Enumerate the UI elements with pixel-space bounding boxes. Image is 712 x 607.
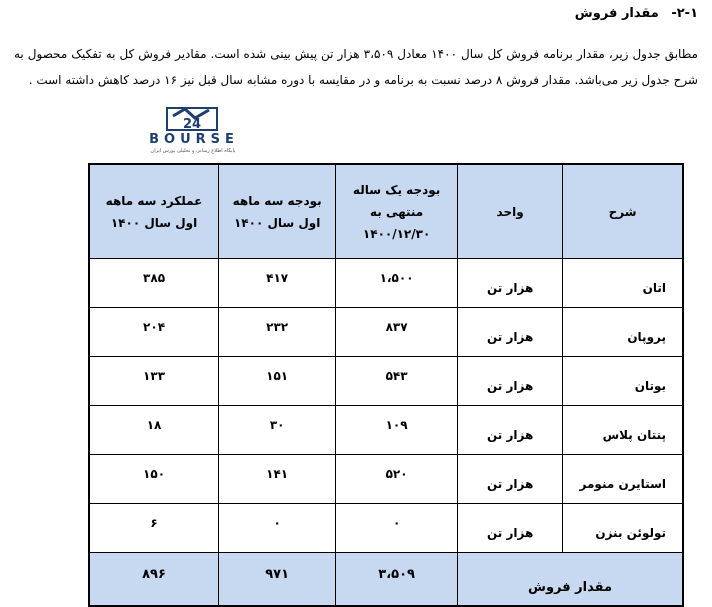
logo-word: BOURSE	[149, 132, 239, 147]
row-budget: ۲۳۲	[219, 308, 336, 357]
row-annual: ۵۲۰	[336, 455, 458, 504]
header-quarter-budget	[219, 164, 336, 259]
total-annual: ۳،۵۰۹	[336, 553, 458, 607]
bourse-logo	[127, 104, 257, 156]
row-unit: هزار تن	[458, 406, 563, 455]
section-title: مقدار فروش	[574, 6, 659, 21]
table-row	[89, 357, 683, 406]
header-desc: شرح	[563, 164, 683, 259]
row-actual: ۱۵۰	[89, 455, 219, 504]
header-annual-line-1: بودجه یک ساله	[352, 182, 441, 197]
header-actual-line-2: اول سال ۱۴۰۰	[110, 215, 198, 230]
row-desc: استایرن منومر	[563, 455, 683, 504]
row-desc: پنتان پلاس	[563, 406, 683, 455]
row-budget: ۴۱۷	[219, 259, 336, 308]
row-budget: ۱۴۱	[219, 455, 336, 504]
row-budget: ۱۵۱	[219, 357, 336, 406]
header-annual-budget	[336, 164, 458, 259]
row-desc: بوتان	[563, 357, 683, 406]
header-actual-line-1: عملکرد سه ماهه	[105, 193, 203, 208]
total-budget: ۹۷۱	[219, 553, 336, 607]
row-unit: هزار تن	[458, 455, 563, 504]
row-desc: اتان	[563, 259, 683, 308]
table-row	[89, 455, 683, 504]
total-label: مقدار فروش	[458, 553, 684, 607]
table-header-row	[89, 164, 683, 259]
row-actual: ۶	[89, 504, 219, 553]
row-annual: ۱،۵۰۰	[336, 259, 458, 308]
row-annual: ۸۳۷	[336, 308, 458, 357]
row-unit: هزار تن	[458, 308, 563, 357]
table-row	[89, 504, 683, 553]
section-number: ۲-۱-	[671, 6, 698, 21]
section-heading	[575, 6, 698, 21]
table-row	[89, 406, 683, 455]
header-annual-line-3: ۱۴۰۰/۱۲/۳۰	[362, 226, 431, 241]
bourse-logo-mark-icon	[165, 104, 219, 134]
row-annual: ۱۰۹	[336, 406, 458, 455]
table-total-row	[89, 553, 683, 607]
row-actual: ۳۸۵	[89, 259, 219, 308]
row-actual: ۲۰۴	[89, 308, 219, 357]
header-quarter-actual	[89, 164, 219, 259]
row-desc: تولوئن بنزن	[563, 504, 683, 553]
header-unit: واحد	[458, 164, 563, 259]
row-unit: هزار تن	[458, 259, 563, 308]
header-annual-line-2: منتهی به	[369, 204, 424, 219]
row-annual: ۵۴۳	[336, 357, 458, 406]
row-desc: پروپان	[563, 308, 683, 357]
row-budget: ۰	[219, 504, 336, 553]
logo-tagline: پایگاه اطلاع رسانی و تحلیلی بورس ایران	[150, 148, 236, 154]
total-actual: ۸۹۶	[89, 553, 219, 607]
header-budget-line-1: بودجه سه ماهه	[232, 193, 322, 208]
row-annual: ۰	[336, 504, 458, 553]
logo-mark-text: 24	[182, 117, 202, 132]
row-unit: هزار تن	[458, 504, 563, 553]
sales-table	[88, 163, 684, 607]
row-budget: ۳۰	[219, 406, 336, 455]
row-actual: ۱۸	[89, 406, 219, 455]
row-unit: هزار تن	[458, 357, 563, 406]
header-budget-line-2: اول سال ۱۴۰۰	[233, 215, 321, 230]
table-row	[89, 259, 683, 308]
row-actual: ۱۳۳	[89, 357, 219, 406]
table-row	[89, 308, 683, 357]
intro-paragraph: مطابق جدول زیر، مقدار برنامه فروش کل سال ۱۴۰۰ معادل ۳،۵۰۹ هزار تن پیش بینی شده است. مقادیر فروش کل به تفکیک محصول به شرح جدول زیر می‌باشد. مقدار فروش ۸ درصد نسبت به برنامه و در مقایسه با دوره مشابه سال قبل نیز ۱۶ درصد کاهش داشته است .	[14, 47, 698, 87]
